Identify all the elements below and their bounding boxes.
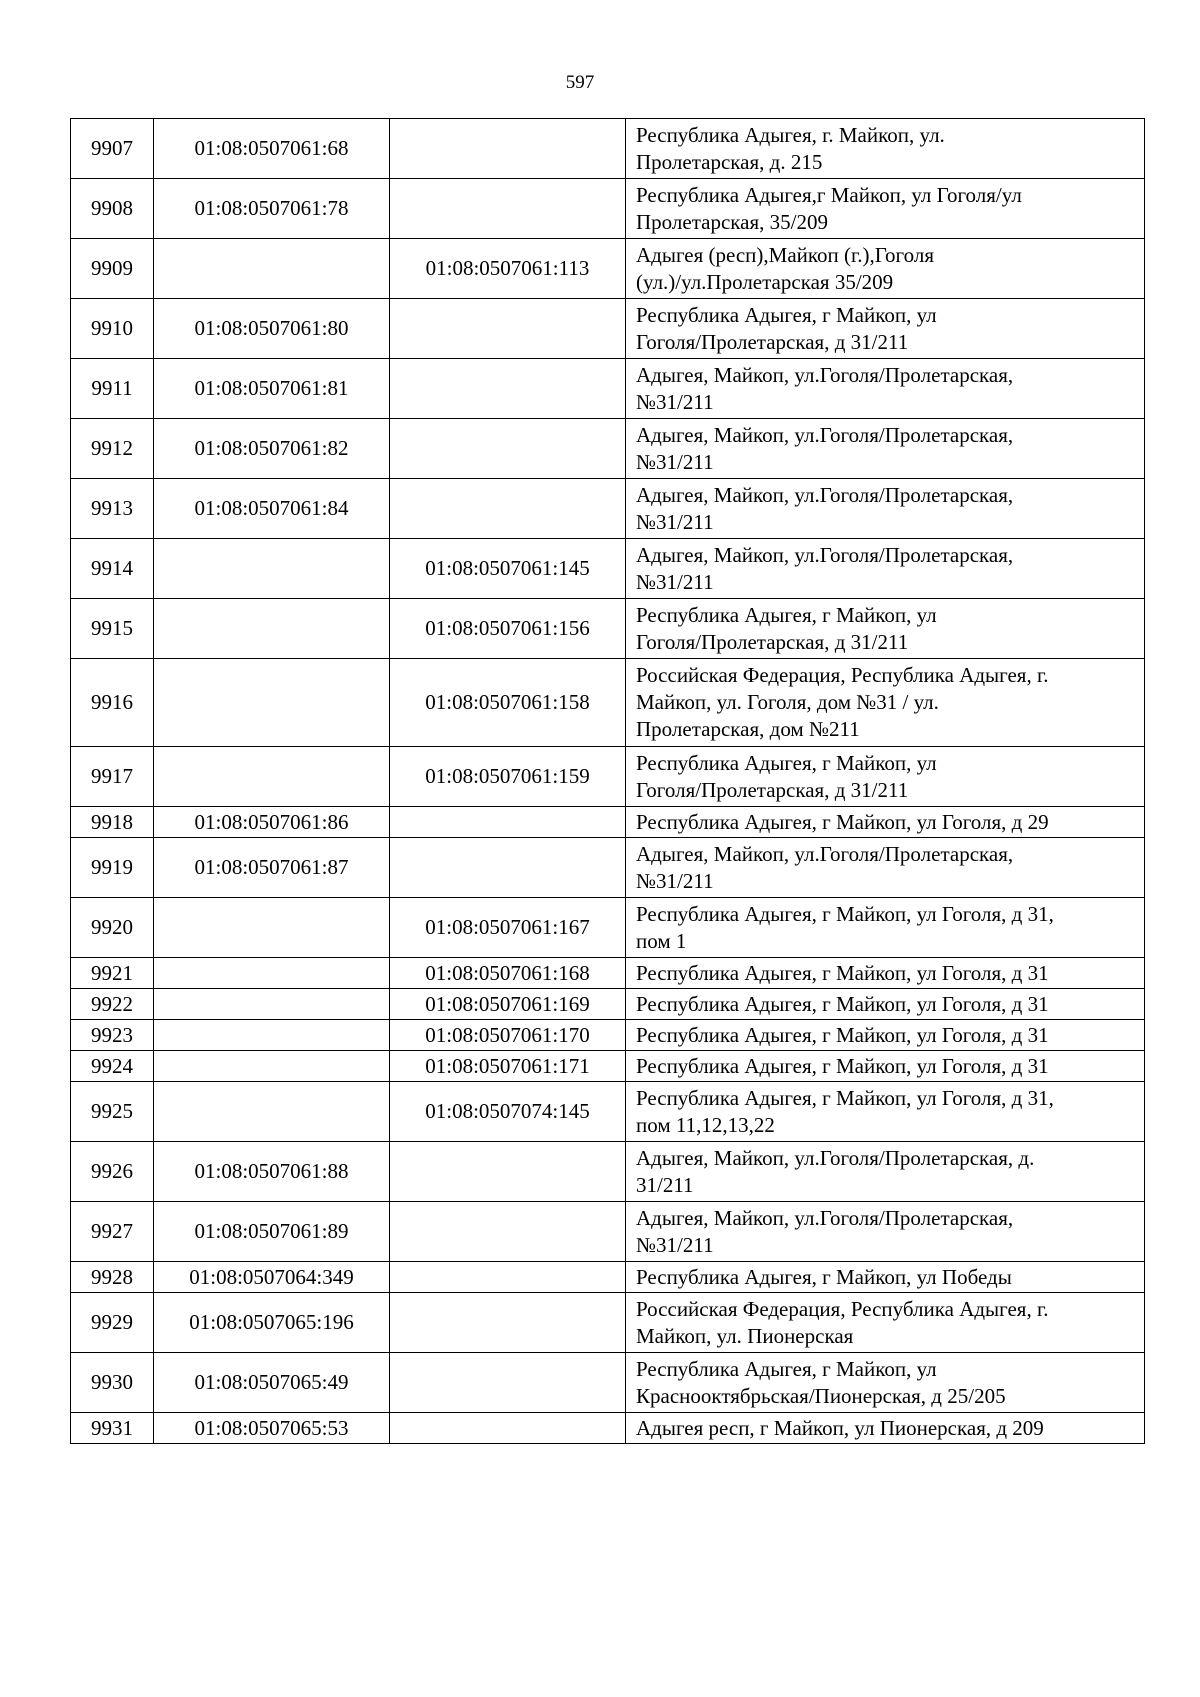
address-cell — [626, 958, 1145, 989]
address-cell — [626, 599, 1145, 659]
address-line: Краснооктябрьская/Пионерская, д 25/205 — [636, 1383, 1006, 1408]
table-row — [71, 1051, 1145, 1082]
row-number-cell: 9910 — [71, 299, 154, 359]
address-line: Гоголя/Пролетарская, д 31/211 — [636, 777, 909, 802]
table-row — [71, 1020, 1145, 1051]
address-line: Республика Адыгея, г Майкоп, ул Гоголя, д 31 — [636, 1053, 1049, 1078]
address-line: №31/211 — [636, 389, 714, 414]
address-line: Адыгея (респ),Майкоп (г.),Гоголя — [636, 242, 934, 267]
address-line: Республика Адыгея, г Майкоп, ул Гоголя, д 29 — [636, 809, 1049, 834]
cadastral-number-cell: 01:08:0507061:78 — [154, 179, 390, 239]
related-cadastral-number-cell — [390, 419, 626, 479]
cadastral-number-cell: 01:08:0507061:87 — [154, 838, 390, 898]
related-cadastral-number-cell: 01:08:0507061:169 — [390, 989, 626, 1020]
cadastral-number-cell — [154, 539, 390, 599]
row-number-cell: 9925 — [71, 1082, 154, 1142]
row-number-cell: 9911 — [71, 359, 154, 419]
table-row — [71, 359, 1145, 419]
address-line: Республика Адыгея, г Майкоп, ул Победы — [636, 1264, 1012, 1289]
address-line: Республика Адыгея, г Майкоп, ул — [636, 602, 937, 627]
cadastral-number-cell — [154, 239, 390, 299]
table-row — [71, 1293, 1145, 1353]
table-row — [71, 419, 1145, 479]
row-number-cell: 9912 — [71, 419, 154, 479]
table-row — [71, 119, 1145, 179]
row-number-cell: 9915 — [71, 599, 154, 659]
address-cell — [626, 989, 1145, 1020]
address-line: Майкоп, ул. Гоголя, дом №31 / ул. — [636, 690, 939, 714]
related-cadastral-number-cell: 01:08:0507061:168 — [390, 958, 626, 989]
address-line: №31/211 — [636, 509, 714, 534]
table-row — [71, 179, 1145, 239]
address-cell — [626, 898, 1145, 958]
address-line: №31/211 — [636, 1232, 714, 1257]
address-line: Республика Адыгея, г Майкоп, ул Гоголя, д 31 — [636, 1022, 1049, 1047]
table-row — [71, 807, 1145, 838]
row-number-cell: 9924 — [71, 1051, 154, 1082]
address-line: Адыгея, Майкоп, ул.Гоголя/Пролетарская, — [636, 422, 1014, 447]
address-cell — [626, 1051, 1145, 1082]
address-cell — [626, 299, 1145, 359]
address-line: №31/211 — [636, 449, 714, 474]
cadastral-number-cell: 01:08:0507061:88 — [154, 1142, 390, 1202]
address-line: пом 1 — [636, 928, 687, 953]
row-number-cell: 9916 — [71, 659, 154, 747]
row-number-cell: 9909 — [71, 239, 154, 299]
related-cadastral-number-cell: 01:08:0507061:159 — [390, 747, 626, 807]
address-line: Республика Адыгея, г Майкоп, ул Гоголя, д 31, — [636, 1085, 1054, 1110]
cadastral-number-cell — [154, 1020, 390, 1051]
row-number-cell: 9907 — [71, 119, 154, 179]
address-line: Гоголя/Пролетарская, д 31/211 — [636, 329, 909, 354]
address-cell — [626, 239, 1145, 299]
related-cadastral-number-cell: 01:08:0507061:158 — [390, 659, 626, 747]
row-number-cell: 9929 — [71, 1293, 154, 1353]
address-line: Пролетарская, д. 215 — [636, 149, 823, 174]
table-row — [71, 479, 1145, 539]
address-cell — [626, 1293, 1145, 1353]
related-cadastral-number-cell — [390, 1293, 626, 1353]
cadastral-number-cell: 01:08:0507064:349 — [154, 1262, 390, 1293]
related-cadastral-number-cell: 01:08:0507061:113 — [390, 239, 626, 299]
cadastral-number-cell — [154, 1051, 390, 1082]
address-line: Адыгея респ, г Майкоп, ул Пионерская, д 209 — [636, 1415, 1044, 1440]
address-line: Адыгея, Майкоп, ул.Гоголя/Пролетарская, — [636, 542, 1014, 567]
address-line: Адыгея, Майкоп, ул.Гоголя/Пролетарская, — [636, 1205, 1014, 1230]
related-cadastral-number-cell: 01:08:0507074:145 — [390, 1082, 626, 1142]
related-cadastral-number-cell — [390, 179, 626, 239]
row-number-cell: 9926 — [71, 1142, 154, 1202]
table-row — [71, 989, 1145, 1020]
address-line: Российская Федерация, Республика Адыгея, г. — [636, 1296, 1049, 1321]
table-row — [71, 1082, 1145, 1142]
address-line: Адыгея, Майкоп, ул.Гоголя/Пролетарская, — [636, 841, 1014, 866]
address-line: Республика Адыгея, г Майкоп, ул Гоголя, д 31, — [636, 901, 1054, 926]
related-cadastral-number-cell — [390, 1413, 626, 1444]
cadastral-number-cell — [154, 898, 390, 958]
table-row — [71, 747, 1145, 807]
related-cadastral-number-cell: 01:08:0507061:171 — [390, 1051, 626, 1082]
table-row — [71, 838, 1145, 898]
table-row — [71, 1202, 1145, 1262]
row-number-cell: 9923 — [71, 1020, 154, 1051]
row-number-cell: 9931 — [71, 1413, 154, 1444]
address-cell — [626, 359, 1145, 419]
registry-table — [70, 118, 1145, 1444]
table-row — [71, 1413, 1145, 1444]
address-cell — [626, 1082, 1145, 1142]
address-line: №31/211 — [636, 569, 714, 594]
address-cell — [626, 1262, 1145, 1293]
table-row — [71, 898, 1145, 958]
related-cadastral-number-cell — [390, 1262, 626, 1293]
table-row — [71, 239, 1145, 299]
related-cadastral-number-cell — [390, 1202, 626, 1262]
related-cadastral-number-cell — [390, 1353, 626, 1413]
cadastral-number-cell — [154, 599, 390, 659]
address-cell — [626, 419, 1145, 479]
cadastral-number-cell: 01:08:0507061:82 — [154, 419, 390, 479]
address-cell — [626, 747, 1145, 807]
address-line: Майкоп, ул. Пионерская — [636, 1323, 854, 1348]
registry-table-body — [71, 119, 1145, 1444]
row-number-cell: 9928 — [71, 1262, 154, 1293]
address-cell — [626, 1142, 1145, 1202]
row-number-cell: 9927 — [71, 1202, 154, 1262]
cadastral-number-cell: 01:08:0507061:89 — [154, 1202, 390, 1262]
related-cadastral-number-cell — [390, 359, 626, 419]
row-number-cell: 9920 — [71, 898, 154, 958]
address-cell — [626, 1413, 1145, 1444]
table-row — [71, 958, 1145, 989]
cadastral-number-cell: 01:08:0507061:80 — [154, 299, 390, 359]
cadastral-number-cell: 01:08:0507065:49 — [154, 1353, 390, 1413]
table-row — [71, 539, 1145, 599]
cadastral-number-cell: 01:08:0507065:53 — [154, 1413, 390, 1444]
row-number-cell: 9913 — [71, 479, 154, 539]
cadastral-number-cell: 01:08:0507065:196 — [154, 1293, 390, 1353]
cadastral-number-cell: 01:08:0507061:84 — [154, 479, 390, 539]
table-row — [71, 1142, 1145, 1202]
address-cell — [626, 539, 1145, 599]
address-line: Адыгея, Майкоп, ул.Гоголя/Пролетарская, — [636, 482, 1014, 507]
related-cadastral-number-cell: 01:08:0507061:167 — [390, 898, 626, 958]
row-number-cell: 9914 — [71, 539, 154, 599]
table-row — [71, 599, 1145, 659]
address-line: Российская Федерация, Республика Адыгея, г. — [636, 663, 1049, 687]
related-cadastral-number-cell — [390, 1142, 626, 1202]
row-number-cell: 9921 — [71, 958, 154, 989]
cadastral-number-cell — [154, 989, 390, 1020]
address-line: Адыгея, Майкоп, ул.Гоголя/Пролетарская, д. — [636, 1145, 1035, 1170]
related-cadastral-number-cell — [390, 299, 626, 359]
address-line: Пролетарская, 35/209 — [636, 209, 828, 234]
row-number-cell: 9917 — [71, 747, 154, 807]
address-line: Адыгея, Майкоп, ул.Гоголя/Пролетарская, — [636, 362, 1014, 387]
address-line: Республика Адыгея,г Майкоп, ул Гоголя/ул — [636, 182, 1022, 207]
row-number-cell: 9919 — [71, 838, 154, 898]
address-cell — [626, 179, 1145, 239]
related-cadastral-number-cell: 01:08:0507061:170 — [390, 1020, 626, 1051]
address-cell — [626, 838, 1145, 898]
address-line: Республика Адыгея, г Майкоп, ул Гоголя, д 31 — [636, 960, 1049, 985]
related-cadastral-number-cell — [390, 119, 626, 179]
address-line: Республика Адыгея, г Майкоп, ул — [636, 750, 937, 775]
table-row — [71, 1353, 1145, 1413]
cadastral-number-cell — [154, 958, 390, 989]
cadastral-number-cell: 01:08:0507061:81 — [154, 359, 390, 419]
related-cadastral-number-cell: 01:08:0507061:145 — [390, 539, 626, 599]
address-line: №31/211 — [636, 868, 714, 893]
address-cell — [626, 119, 1145, 179]
address-line: Гоголя/Пролетарская, д 31/211 — [636, 629, 909, 654]
address-line: 31/211 — [636, 1172, 694, 1197]
cadastral-number-cell: 01:08:0507061:86 — [154, 807, 390, 838]
table-row — [71, 299, 1145, 359]
row-number-cell: 9918 — [71, 807, 154, 838]
address-line: Республика Адыгея, г Майкоп, ул — [636, 1356, 937, 1381]
address-line: Республика Адыгея, г Майкоп, ул — [636, 302, 937, 327]
row-number-cell: 9908 — [71, 179, 154, 239]
cadastral-number-cell — [154, 747, 390, 807]
related-cadastral-number-cell: 01:08:0507061:156 — [390, 599, 626, 659]
table-row — [71, 1262, 1145, 1293]
related-cadastral-number-cell — [390, 838, 626, 898]
table-row — [71, 659, 1145, 747]
address-line: (ул.)/ул.Пролетарская 35/209 — [636, 269, 894, 294]
address-cell — [626, 807, 1145, 838]
address-line: пом 11,12,13,22 — [636, 1112, 775, 1137]
address-cell — [626, 1202, 1145, 1262]
address-cell — [626, 1020, 1145, 1051]
address-line: Республика Адыгея, г Майкоп, ул Гоголя, д 31 — [636, 991, 1049, 1016]
page-number: 597 — [565, 72, 595, 93]
address-line: Республика Адыгея, г. Майкоп, ул. — [636, 122, 945, 147]
address-line: Пролетарская, дом №211 — [636, 717, 860, 741]
related-cadastral-number-cell — [390, 807, 626, 838]
cadastral-number-cell: 01:08:0507061:68 — [154, 119, 390, 179]
address-cell — [626, 659, 1145, 747]
cadastral-number-cell — [154, 659, 390, 747]
address-cell — [626, 479, 1145, 539]
cadastral-number-cell — [154, 1082, 390, 1142]
row-number-cell: 9930 — [71, 1353, 154, 1413]
related-cadastral-number-cell — [390, 479, 626, 539]
address-cell — [626, 1353, 1145, 1413]
row-number-cell: 9922 — [71, 989, 154, 1020]
